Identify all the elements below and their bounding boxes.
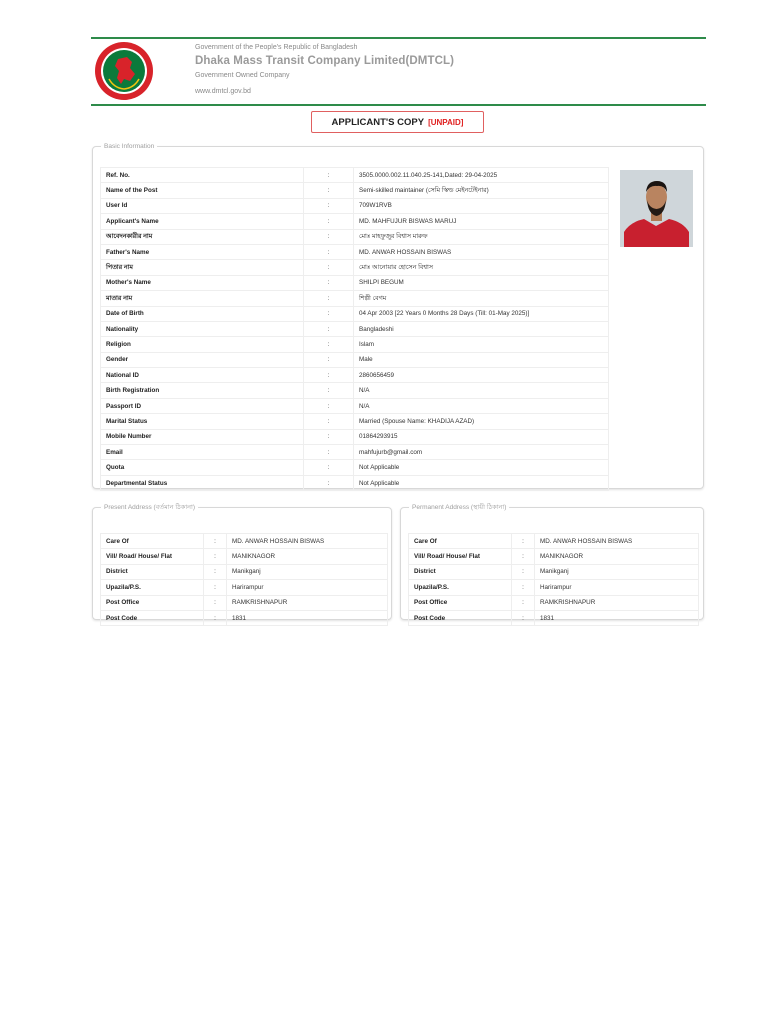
- field-value: N/A: [354, 383, 609, 398]
- field-label: Ref. No.: [101, 168, 304, 183]
- present-row: [101, 610, 388, 625]
- field-value: Manikganj: [535, 564, 699, 579]
- field-separator: :: [512, 610, 535, 625]
- field-label: Gender: [101, 352, 304, 367]
- field-label: Mother's Name: [101, 275, 304, 290]
- permanent-row: [409, 595, 699, 610]
- field-value: শিল্পী বেগম: [354, 291, 609, 306]
- basic-row: [101, 275, 609, 290]
- field-label: Post Code: [409, 610, 512, 625]
- permanent-address-table: [408, 533, 699, 626]
- basic-row: [101, 214, 609, 229]
- field-separator: :: [304, 275, 354, 290]
- field-separator: :: [304, 321, 354, 336]
- field-separator: :: [304, 229, 354, 244]
- field-value: Harirampur: [227, 580, 388, 595]
- field-separator: :: [304, 183, 354, 198]
- basic-row: [101, 398, 609, 413]
- field-separator: :: [204, 580, 227, 595]
- field-label: Vill/ Road/ House/ Flat: [101, 549, 204, 564]
- field-value: Male: [354, 352, 609, 367]
- field-label: Post Office: [409, 595, 512, 610]
- permanent-row: [409, 534, 699, 549]
- field-label: Date of Birth: [101, 306, 304, 321]
- field-value: 1831: [535, 610, 699, 625]
- field-separator: :: [512, 595, 535, 610]
- company-type: Government Owned Company: [195, 72, 290, 79]
- field-label: Departmental Status: [101, 475, 304, 490]
- field-separator: :: [204, 595, 227, 610]
- field-label: Religion: [101, 337, 304, 352]
- field-value: Semi-skilled maintainer (সেমি স্কিল্ড মেইনটেইনার): [354, 183, 609, 198]
- field-value: 1831: [227, 610, 388, 625]
- field-label: Marital Status: [101, 414, 304, 429]
- field-separator: :: [304, 460, 354, 475]
- field-value: mahfujurb@gmail.com: [354, 445, 609, 460]
- field-value: মোঃ মাহফুজুর বিশ্বাস মারুফ: [354, 229, 609, 244]
- field-value: SHILPI BEGUM: [354, 275, 609, 290]
- field-separator: :: [304, 244, 354, 259]
- field-value: 01864293915: [354, 429, 609, 444]
- field-label: District: [409, 564, 512, 579]
- field-value: MANIKNAGOR: [535, 549, 699, 564]
- field-value: Bangladeshi: [354, 321, 609, 336]
- field-separator: :: [304, 260, 354, 275]
- basic-row: [101, 475, 609, 490]
- basic-row: [101, 168, 609, 183]
- field-separator: :: [304, 414, 354, 429]
- field-label: User Id: [101, 198, 304, 213]
- basic-row: [101, 291, 609, 306]
- present-address-legend: Present Address (বর্তমান ঠিকানা): [104, 504, 196, 511]
- basic-information-legend: Basic Information: [104, 143, 155, 150]
- present-address-table: [100, 533, 388, 626]
- field-separator: :: [304, 198, 354, 213]
- applicant-copy-label: APPLICANT'S COPY: [331, 116, 425, 128]
- header-bottom-rule: [91, 104, 706, 106]
- field-value: মোঃ আনোয়ার হোসেন বিশ্বাস: [354, 260, 609, 275]
- field-label: Mobile Number: [101, 429, 304, 444]
- government-line: Government of the People's Republic of Bangladesh: [195, 44, 358, 51]
- field-separator: :: [304, 445, 354, 460]
- basic-row: [101, 260, 609, 275]
- basic-information-table: [100, 167, 609, 491]
- field-label: Upazila/P.S.: [101, 580, 204, 595]
- field-separator: :: [204, 610, 227, 625]
- field-separator: :: [204, 549, 227, 564]
- website-link[interactable]: www.dmtcl.gov.bd: [195, 88, 251, 95]
- field-value: MANIKNAGOR: [227, 549, 388, 564]
- field-value: 04 Apr 2003 [22 Years 0 Months 28 Days (Till: 01-May 2025)]: [354, 306, 609, 321]
- field-separator: :: [304, 398, 354, 413]
- applicant-photo: [620, 170, 693, 247]
- field-label: Vill/ Road/ House/ Flat: [409, 549, 512, 564]
- basic-row: [101, 352, 609, 367]
- field-separator: :: [512, 549, 535, 564]
- applicant-copy-banner: [311, 111, 484, 133]
- basic-row: [101, 414, 609, 429]
- field-value: MD. ANWAR HOSSAIN BISWAS: [354, 244, 609, 259]
- field-label: Post Code: [101, 610, 204, 625]
- field-separator: :: [304, 337, 354, 352]
- field-label: Care Of: [101, 534, 204, 549]
- field-label: Upazila/P.S.: [409, 580, 512, 595]
- field-label: Nationality: [101, 321, 304, 336]
- field-value: Harirampur: [535, 580, 699, 595]
- field-value: 3505.0000.002.11.040.25-141,Dated: 29-04-2025: [354, 168, 609, 183]
- field-separator: :: [304, 291, 354, 306]
- field-separator: :: [512, 534, 535, 549]
- field-label: Birth Registration: [101, 383, 304, 398]
- field-separator: :: [304, 352, 354, 367]
- payment-status-badge: [UNPAID]: [428, 117, 464, 127]
- government-seal-logo: [94, 41, 154, 101]
- field-separator: :: [304, 168, 354, 183]
- field-value: RAMKRISHNAPUR: [227, 595, 388, 610]
- field-value: MD. ANWAR HOSSAIN BISWAS: [227, 534, 388, 549]
- field-separator: :: [204, 534, 227, 549]
- permanent-row: [409, 610, 699, 625]
- field-label: Care Of: [409, 534, 512, 549]
- field-separator: :: [304, 383, 354, 398]
- permanent-row: [409, 580, 699, 595]
- header-top-rule: [91, 37, 706, 39]
- field-value: 2860656459: [354, 368, 609, 383]
- basic-row: [101, 306, 609, 321]
- basic-row: [101, 183, 609, 198]
- field-label: Name of the Post: [101, 183, 304, 198]
- basic-row: [101, 383, 609, 398]
- field-separator: :: [304, 306, 354, 321]
- present-row: [101, 549, 388, 564]
- field-value: Married (Spouse Name: KHADIJA AZAD): [354, 414, 609, 429]
- field-separator: :: [512, 580, 535, 595]
- field-value: Islam: [354, 337, 609, 352]
- field-separator: :: [512, 564, 535, 579]
- field-label: মাতার নাম: [101, 291, 304, 306]
- permanent-address-legend: Permanent Address (স্থায়ী ঠিকানা): [412, 504, 507, 511]
- present-row: [101, 534, 388, 549]
- basic-row: [101, 429, 609, 444]
- field-label: Quota: [101, 460, 304, 475]
- present-row: [101, 564, 388, 579]
- basic-row: [101, 321, 609, 336]
- field-label: Applicant's Name: [101, 214, 304, 229]
- basic-information-section: [92, 143, 704, 489]
- present-row: [101, 595, 388, 610]
- field-value: MD. ANWAR HOSSAIN BISWAS: [535, 534, 699, 549]
- field-label: Post Office: [101, 595, 204, 610]
- present-address-section: [92, 502, 392, 620]
- field-separator: :: [304, 214, 354, 229]
- basic-row: [101, 460, 609, 475]
- present-row: [101, 580, 388, 595]
- basic-row: [101, 244, 609, 259]
- basic-row: [101, 337, 609, 352]
- field-value: Manikganj: [227, 564, 388, 579]
- permanent-row: [409, 564, 699, 579]
- field-value: Not Applicable: [354, 475, 609, 490]
- field-label: Passport ID: [101, 398, 304, 413]
- basic-row: [101, 445, 609, 460]
- field-value: RAMKRISHNAPUR: [535, 595, 699, 610]
- field-value: MD. MAHFUJUR BISWAS MARUJ: [354, 214, 609, 229]
- field-value: N/A: [354, 398, 609, 413]
- basic-row: [101, 198, 609, 213]
- field-label: আবেদনকারীর নাম: [101, 229, 304, 244]
- basic-row: [101, 229, 609, 244]
- permanent-address-section: [400, 502, 704, 620]
- field-separator: :: [304, 475, 354, 490]
- field-value: 709W1RVB: [354, 198, 609, 213]
- field-label: National ID: [101, 368, 304, 383]
- permanent-row: [409, 549, 699, 564]
- field-label: Father's Name: [101, 244, 304, 259]
- company-title: Dhaka Mass Transit Company Limited(DMTCL): [195, 55, 455, 67]
- field-separator: :: [304, 429, 354, 444]
- field-label: Email: [101, 445, 304, 460]
- basic-row: [101, 368, 609, 383]
- field-separator: :: [204, 564, 227, 579]
- field-separator: :: [304, 368, 354, 383]
- field-value: Not Applicable: [354, 460, 609, 475]
- field-label: পিতার নাম: [101, 260, 304, 275]
- field-label: District: [101, 564, 204, 579]
